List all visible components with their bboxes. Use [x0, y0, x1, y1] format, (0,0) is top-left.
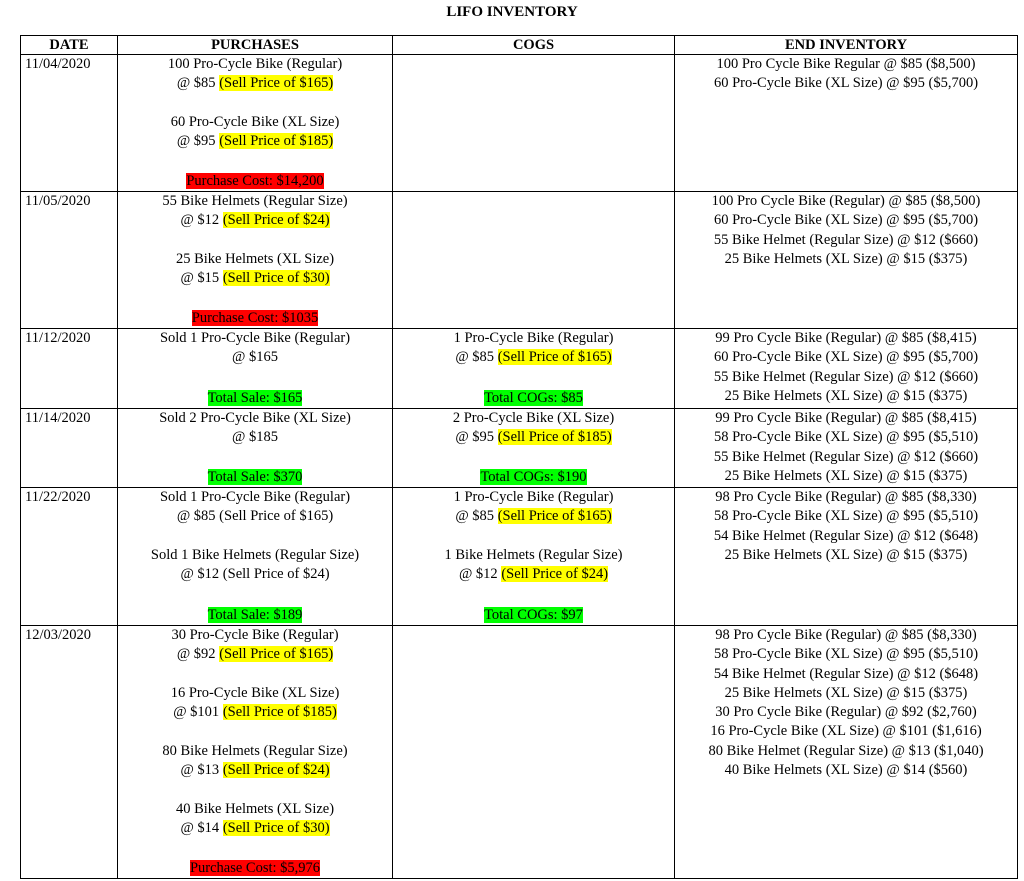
- inventory-line: 30 Pro Cycle Bike (Regular) @ $92 ($2,760): [715, 704, 977, 721]
- cell-line: [397, 428, 670, 447]
- line-gap: [122, 527, 388, 546]
- total-cogs: Total COGs: $85: [484, 389, 583, 406]
- line-text: Sold 2 Pro-Cycle Bike (XL Size): [159, 410, 351, 426]
- inventory-line: 80 Bike Helmet (Regular Size) @ $13 ($1,040): [708, 742, 984, 759]
- row-date: [21, 488, 118, 626]
- total-sale: Total Sale: $165: [207, 389, 303, 406]
- sell-price-highlight: (Sell Price of $30): [222, 270, 330, 287]
- cell-line: [122, 703, 388, 722]
- cell-line: [122, 55, 388, 74]
- cell-line: [122, 645, 388, 664]
- inventory-line: 58 Pro-Cycle Bike (XL Size) @ $95 ($5,510): [713, 429, 979, 446]
- table-row: [21, 488, 1018, 626]
- row-purchases: [118, 626, 393, 879]
- row-purchases: [118, 409, 393, 488]
- cell-line: [122, 626, 388, 645]
- header-cogs: COGS: [393, 36, 675, 55]
- cell-line: [122, 565, 388, 584]
- line-text: @ $85: [176, 75, 220, 92]
- table-row: [21, 192, 1018, 329]
- row-end-inventory: [675, 192, 1018, 329]
- line-text: 55 Bike Helmets (Regular Size): [162, 193, 348, 209]
- sell-price-highlight: (Sell Price of $185): [219, 133, 334, 150]
- header-row: [21, 36, 1018, 55]
- cell-line: [122, 761, 388, 780]
- inventory-line: 55 Bike Helmet (Regular Size) @ $12 ($660): [713, 231, 979, 248]
- cell-line: [397, 348, 670, 367]
- sell-price-highlight: (Sell Price of $24): [222, 212, 330, 229]
- cell-line: [122, 250, 388, 269]
- cell-line: [122, 74, 388, 93]
- total-sale: Total Sale: $189: [207, 606, 303, 623]
- line-text: 60 Pro-Cycle Bike (XL Size): [170, 113, 340, 130]
- sell-price-highlight: (Sell Price of $165): [497, 508, 612, 525]
- table-row: [21, 626, 1018, 879]
- row-end-inventory: [675, 626, 1018, 879]
- cell-line: [397, 507, 670, 526]
- line-text: @ $165: [232, 349, 278, 366]
- date-text: 11/22/2020: [25, 489, 91, 505]
- line-text: 30 Pro-Cycle Bike (Regular): [171, 627, 339, 643]
- line-text: @ $85: [455, 508, 498, 525]
- cell-line: [122, 742, 388, 761]
- cell-line: [122, 409, 388, 428]
- line-text: 1 Bike Helmets (Regular Size): [444, 546, 623, 563]
- row-date: [21, 55, 118, 192]
- line-text: @ $13: [180, 762, 223, 779]
- inventory-line: 99 Pro Cycle Bike (Regular) @ $85 ($8,415): [715, 330, 977, 346]
- header-purchases: PURCHASES: [118, 36, 393, 55]
- line-gap: [122, 780, 388, 799]
- cell-line: [397, 565, 670, 584]
- document-title: LIFO INVENTORY: [446, 4, 578, 20]
- cell-line: [122, 269, 388, 288]
- inventory-line: 55 Bike Helmet (Regular Size) @ $12 ($660): [713, 448, 979, 465]
- date-text: 11/05/2020: [25, 193, 91, 209]
- inventory-line: 55 Bike Helmet (Regular Size) @ $12 ($660): [713, 368, 979, 385]
- row-cogs: [393, 626, 675, 879]
- sell-price-highlight: (Sell Price of $24): [222, 762, 330, 779]
- line-text: @ $12: [180, 212, 223, 229]
- line-text: 16 Pro-Cycle Bike (XL Size): [170, 684, 340, 701]
- row-end-inventory: [675, 55, 1018, 192]
- row-date: [21, 626, 118, 879]
- inventory-line: 99 Pro Cycle Bike (Regular) @ $85 ($8,415): [715, 410, 977, 426]
- cell-line: [122, 546, 388, 565]
- row-date: [21, 329, 118, 409]
- row-purchases: [118, 329, 393, 409]
- header-end-inventory: END INVENTORY: [675, 36, 1018, 55]
- cell-line: [122, 819, 388, 838]
- date-text: 11/04/2020: [25, 56, 91, 72]
- cell-line: [397, 329, 670, 348]
- inventory-line: 98 Pro Cycle Bike (Regular) @ $85 ($8,330): [715, 489, 977, 505]
- date-text: 11/12/2020: [25, 330, 91, 346]
- cell-line: [122, 211, 388, 230]
- line-text: Sold 1 Pro-Cycle Bike (Regular): [159, 330, 351, 346]
- line-text: @ $85 (Sell Price of $165): [176, 508, 334, 525]
- line-text: 40 Bike Helmets (XL Size): [175, 800, 335, 817]
- line-text: @ $95: [455, 429, 498, 446]
- inventory-line: 54 Bike Helmet (Regular Size) @ $12 ($648): [713, 665, 979, 682]
- cell-line: [397, 546, 670, 565]
- row-cogs: [393, 192, 675, 329]
- row-date: [21, 192, 118, 329]
- inventory-line: 60 Pro-Cycle Bike (XL Size) @ $95 ($5,700): [713, 349, 979, 366]
- sell-price-highlight: (Sell Price of $24): [501, 566, 609, 583]
- sell-price-highlight: (Sell Price of $165): [497, 349, 612, 366]
- line-text: @ $14: [180, 819, 223, 836]
- purchase-cost-total: Purchase Cost: $14,200: [186, 172, 324, 189]
- line-gap: [122, 665, 388, 684]
- line-text: Sold 1 Pro-Cycle Bike (Regular): [159, 489, 351, 505]
- sell-price-highlight: (Sell Price of $185): [497, 429, 612, 446]
- inventory-line: 40 Bike Helmets (XL Size) @ $14 ($560): [724, 762, 968, 779]
- cell-line: [122, 113, 388, 132]
- purchase-cost-total: Purchase Cost: $5,976: [189, 859, 321, 876]
- row-cogs: [393, 488, 675, 626]
- cell-line: [122, 507, 388, 526]
- sell-price-highlight: (Sell Price of $165): [219, 75, 334, 92]
- line-text: @ $15: [180, 270, 223, 287]
- total-cogs: Total COGs: $190: [480, 468, 587, 485]
- row-cogs: [393, 55, 675, 192]
- line-gap: [122, 94, 388, 113]
- inventory-line: 58 Pro-Cycle Bike (XL Size) @ $95 ($5,510): [713, 646, 979, 663]
- row-end-inventory: [675, 409, 1018, 488]
- line-text: @ $95: [176, 133, 220, 150]
- cell-line: [122, 348, 388, 367]
- line-text: 1 Pro-Cycle Bike (Regular): [453, 489, 614, 505]
- inventory-line: 25 Bike Helmets (XL Size) @ $15 ($375): [724, 250, 968, 267]
- date-text: 12/03/2020: [25, 627, 92, 643]
- inventory-line: 100 Pro Cycle Bike Regular @ $85 ($8,500): [716, 56, 976, 72]
- cell-line: [122, 428, 388, 447]
- inventory-line: 58 Pro-Cycle Bike (XL Size) @ $95 ($5,510): [713, 508, 979, 525]
- inventory-line: 98 Pro Cycle Bike (Regular) @ $85 ($8,330): [715, 627, 977, 643]
- row-end-inventory: [675, 488, 1018, 626]
- inventory-line: 25 Bike Helmets (XL Size) @ $15 ($375): [724, 684, 968, 701]
- inventory-line: 25 Bike Helmets (XL Size) @ $15 ($375): [724, 467, 968, 484]
- inventory-line: 60 Pro-Cycle Bike (XL Size) @ $95 ($5,700): [713, 75, 979, 92]
- line-text: 1 Pro-Cycle Bike (Regular): [453, 330, 614, 346]
- purchase-cost-total: Purchase Cost: $1035: [191, 309, 319, 326]
- inventory-line: 25 Bike Helmets (XL Size) @ $15 ($375): [724, 546, 968, 563]
- inventory-line: 60 Pro-Cycle Bike (XL Size) @ $95 ($5,700): [713, 212, 979, 229]
- line-text: @ $101: [173, 704, 223, 721]
- line-text: @ $185: [232, 429, 278, 446]
- inventory-line: 54 Bike Helmet (Regular Size) @ $12 ($648): [713, 527, 979, 544]
- cell-line: [122, 329, 388, 348]
- table-row: [21, 409, 1018, 488]
- row-cogs: [393, 409, 675, 488]
- total-cogs: Total COGs: $97: [484, 606, 583, 623]
- sell-price-highlight: (Sell Price of $185): [222, 704, 337, 721]
- line-text: Sold 1 Bike Helmets (Regular Size): [150, 546, 360, 563]
- cell-line: [122, 192, 388, 211]
- row-purchases: [118, 55, 393, 192]
- inventory-line: 100 Pro Cycle Bike (Regular) @ $85 ($8,500): [711, 193, 981, 209]
- row-end-inventory: [675, 329, 1018, 409]
- row-purchases: [118, 488, 393, 626]
- total-sale: Total Sale: $370: [207, 468, 303, 485]
- cell-line: [397, 409, 670, 428]
- row-date: [21, 409, 118, 488]
- row-purchases: [118, 192, 393, 329]
- sell-price-highlight: (Sell Price of $30): [222, 819, 330, 836]
- line-gap: [397, 527, 670, 546]
- line-text: 25 Bike Helmets (XL Size): [175, 250, 335, 267]
- line-text: 80 Bike Helmets (Regular Size): [162, 742, 348, 759]
- line-text: @ $12: [458, 566, 502, 583]
- line-text: @ $85: [455, 349, 498, 366]
- table-row: [21, 55, 1018, 192]
- sell-price-highlight: (Sell Price of $165): [219, 646, 334, 663]
- date-text: 11/14/2020: [25, 410, 91, 426]
- inventory-line: 16 Pro-Cycle Bike (XL Size) @ $101 ($1,616): [710, 723, 982, 740]
- table-row: [21, 329, 1018, 409]
- line-text: @ $12 (Sell Price of $24): [180, 566, 330, 583]
- row-cogs: [393, 329, 675, 409]
- header-date: DATE: [21, 36, 118, 55]
- line-text: 100 Pro-Cycle Bike (Regular): [167, 56, 343, 72]
- cell-line: [122, 488, 388, 507]
- cell-line: [122, 132, 388, 151]
- line-gap: [122, 722, 388, 741]
- line-text: @ $92: [176, 646, 220, 663]
- line-text: 2 Pro-Cycle Bike (XL Size): [452, 410, 615, 426]
- cell-line: [397, 488, 670, 507]
- lifo-inventory-table: [20, 35, 1018, 879]
- cell-line: [122, 800, 388, 819]
- line-gap: [122, 231, 388, 250]
- cell-line: [122, 684, 388, 703]
- inventory-line: 25 Bike Helmets (XL Size) @ $15 ($375): [724, 387, 968, 404]
